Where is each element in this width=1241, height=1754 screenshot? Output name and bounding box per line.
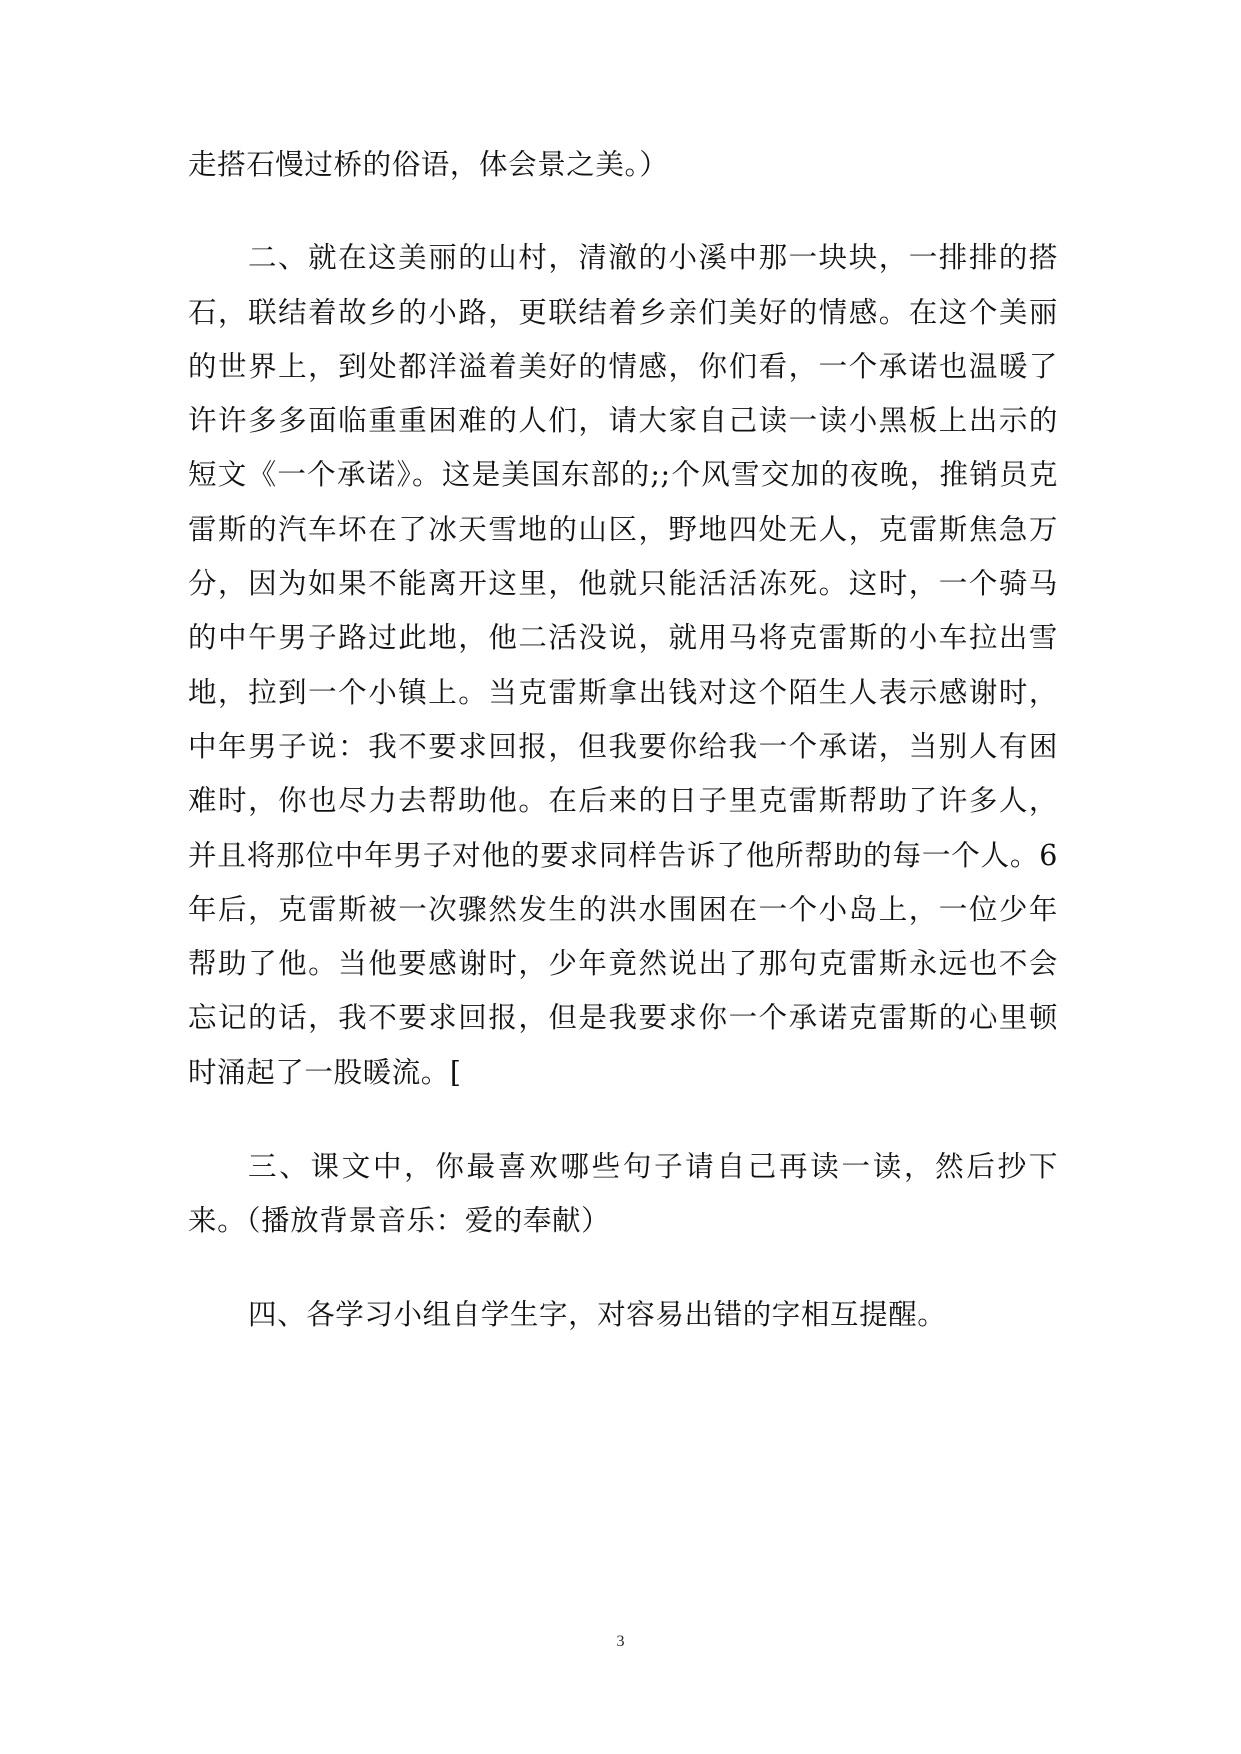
paragraph-section-three: 三、课文中，你最喜欢哪些句子请自己再读一读，然后抄下来。（播放背景音乐：爱的奉献） (188, 1150, 1058, 1238)
paragraph-section-four: 四、各学习小组自学生字，对容易出错的字相互提醒。 (248, 1297, 947, 1331)
paragraph-section-two: 二、就在这美丽的山村，清澈的小溪中那一块块，一排排的搭石，联结着故乡的小路，更联结着乡亲们美好的情感。在这个美丽的世界上，到处都洋溢着美好的情感，你们看，一个承诺也温暖了许许多多面临重重困难的人们，请大家自己读一读小黑板上出示的短文《一个承诺》。这是美国东部的;;个风雪交加的夜晚，推销员克雷斯的汽车坏在了冰天雪地的山区，野地四处无人，克雷斯焦急万分，因为如果不能离开这里，他就只能活活冻死。这时，一个骑马的中午男子路过此地，他二活没说，就用马将克雷斯的小车拉出雪地，拉到一个小镇上。当克雷斯拿出钱对这个陌生人表示感谢时，中年男子说：我不要求回报，但我要你给我一个承诺，当别人有困难时，你也尽力去帮助他。在后来的日子里克雷斯帮助了许多人，并且将那位中年男子对他的要求同样告诉了他所帮助的每一个人。6年后，克雷斯被一次骤然发生的洪水围困在一个小岛上，一位少年帮助了他。当他要感谢时，少年竟然说出了那句克雷斯永远也不会忘记的话，我不要求回报，但是我要求你一个承诺克雷斯的心里顿时涌起了一股暖流。[ (188, 241, 1058, 1089)
page-number: 3 (616, 1633, 625, 1650)
paragraph-continuation: 走搭石慢过桥的俗语，体会景之美。） (188, 148, 669, 181)
document-body (188, 138, 1058, 1342)
